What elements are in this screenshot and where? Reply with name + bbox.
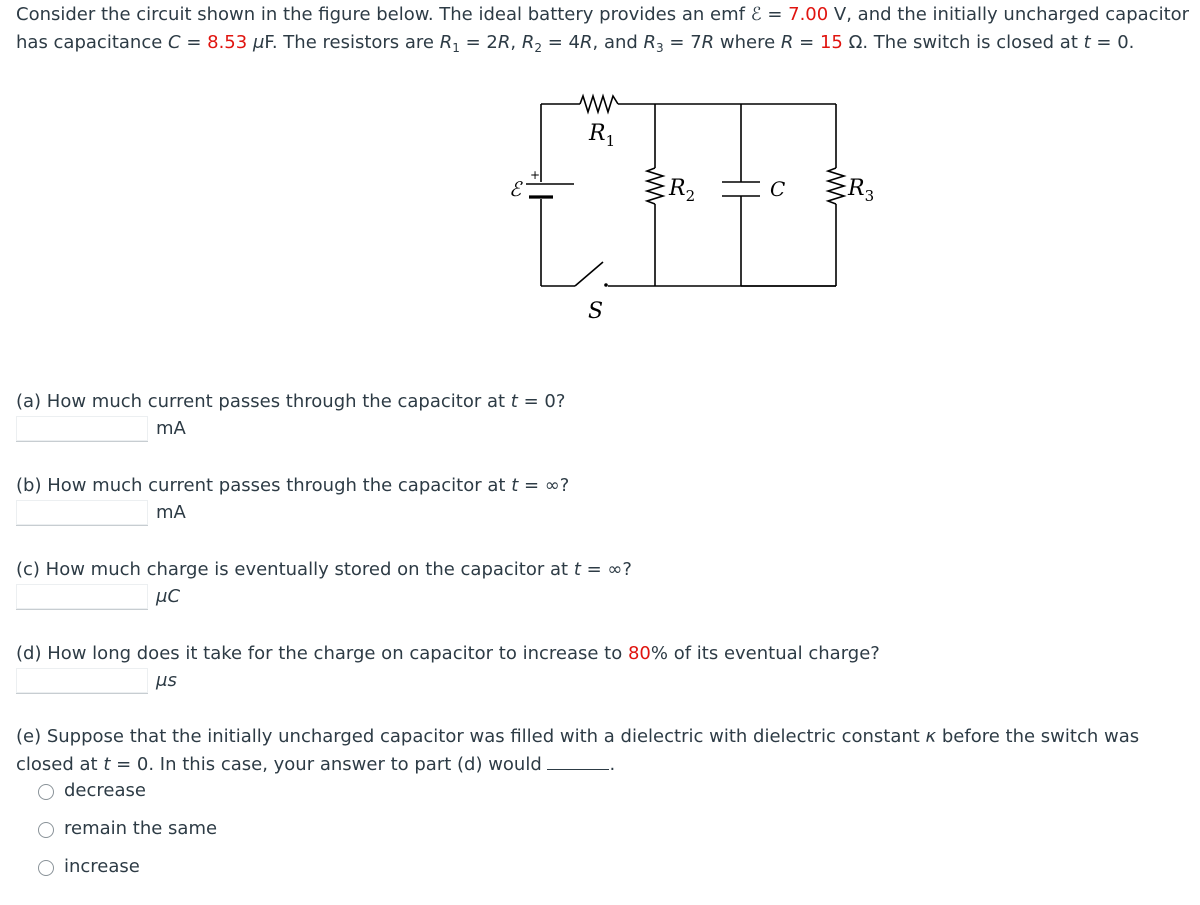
- capacitance-value: 8.53: [207, 32, 248, 53]
- text: = 0. In this case, your answer to part (d) would: [110, 754, 548, 775]
- text: has capacitance: [16, 32, 169, 53]
- switch-symbol: [575, 262, 603, 286]
- circuit-diagram: [0, 0, 1200, 340]
- answer-input-b[interactable]: [16, 500, 148, 526]
- unit-label-a: mA: [156, 418, 186, 439]
- question-d: [16, 640, 880, 668]
- text: =: [180, 32, 208, 53]
- text: = 0?: [517, 391, 566, 412]
- resistor-r3-symbol: [828, 168, 844, 204]
- text: (a) How much current passes through the capacitor at: [16, 391, 511, 412]
- text: t: [1083, 32, 1091, 53]
- text: =: [761, 4, 789, 25]
- text: R: [521, 32, 535, 53]
- text: = 7: [663, 32, 702, 53]
- text: ,: [510, 32, 522, 53]
- text: = 4: [542, 32, 580, 53]
- unit-label-c: μC: [156, 586, 181, 607]
- text: μ: [252, 32, 265, 53]
- capacitor-label: C: [770, 177, 786, 201]
- text: (d) How long does it take for the charge on capacitor to increase to: [16, 643, 628, 664]
- text: t: [573, 559, 581, 580]
- r3-label: $R_3$: [848, 176, 875, 205]
- battery-plus-label: +: [530, 168, 541, 182]
- text: = 2: [459, 32, 498, 53]
- text: (b) How much current passes through the capacitor at: [16, 475, 512, 496]
- text: F. The resistors are: [264, 32, 440, 53]
- text: closed at: [16, 754, 104, 775]
- text: =: [793, 32, 820, 53]
- r2-label: $R_2$: [669, 176, 696, 205]
- answer-input-d[interactable]: [16, 668, 148, 694]
- text: R: [579, 32, 593, 53]
- kappa-symbol: κ: [925, 726, 937, 747]
- resistance-value: 15: [819, 32, 843, 53]
- text: .: [609, 754, 616, 775]
- resistor-r2-symbol: [647, 168, 663, 204]
- answer-blank: [547, 753, 609, 770]
- answer-input-c[interactable]: [16, 584, 148, 610]
- text: t: [511, 475, 519, 496]
- radio-label: remain the same: [64, 818, 218, 839]
- text: R: [780, 32, 794, 53]
- text: , and: [592, 32, 644, 53]
- question-c: [16, 556, 632, 584]
- radio-button[interactable]: [38, 822, 54, 838]
- text: = 0.: [1090, 32, 1135, 53]
- question-e-line-2: [16, 751, 615, 779]
- text: R: [439, 32, 453, 53]
- text: Ω. The switch is closed at: [842, 32, 1084, 53]
- unit-label-b: mA: [156, 502, 186, 523]
- text: 1: [452, 41, 460, 55]
- emf-value: 7.00: [788, 4, 829, 25]
- text: 2: [534, 41, 542, 55]
- text: R: [643, 32, 657, 53]
- question-a: [16, 388, 565, 416]
- switch-contact: [604, 283, 608, 287]
- text: t: [510, 391, 518, 412]
- text: R: [701, 32, 715, 53]
- question-e-line-1: [16, 723, 1139, 751]
- text: Consider the circuit shown in the figure below. The ideal battery provides an emf: [16, 4, 751, 25]
- text: t: [103, 754, 111, 775]
- radio-button[interactable]: [38, 860, 54, 876]
- text: R: [497, 32, 511, 53]
- resistor-r1-symbol: [580, 96, 618, 112]
- emf-label: ℰ: [509, 177, 522, 201]
- text: = ∞?: [518, 475, 570, 496]
- text: % of its eventual charge?: [650, 643, 880, 664]
- radio-button[interactable]: [38, 784, 54, 800]
- switch-label: S: [588, 299, 604, 324]
- text: (c) How much charge is eventually stored on the capacitor at: [16, 559, 574, 580]
- text: 3: [656, 41, 664, 55]
- unit-label-d: μs: [156, 670, 177, 691]
- text: before the switch was: [936, 726, 1140, 747]
- question-b: [16, 472, 569, 500]
- radio-label: decrease: [64, 780, 146, 801]
- text: V, and the initially uncharged capacitor: [828, 4, 1190, 25]
- text: = ∞?: [580, 559, 632, 580]
- text: where: [714, 32, 781, 53]
- emf-symbol: ℰ: [750, 4, 762, 25]
- r1-label: $R_1$: [589, 121, 616, 150]
- text: (e) Suppose that the initially uncharged capacitor was filled with a dielectric with dielectric constant: [16, 726, 926, 747]
- percent-value: 80: [627, 643, 651, 664]
- text: C: [168, 32, 181, 53]
- radio-label: increase: [64, 856, 140, 877]
- answer-input-a[interactable]: [16, 416, 148, 442]
